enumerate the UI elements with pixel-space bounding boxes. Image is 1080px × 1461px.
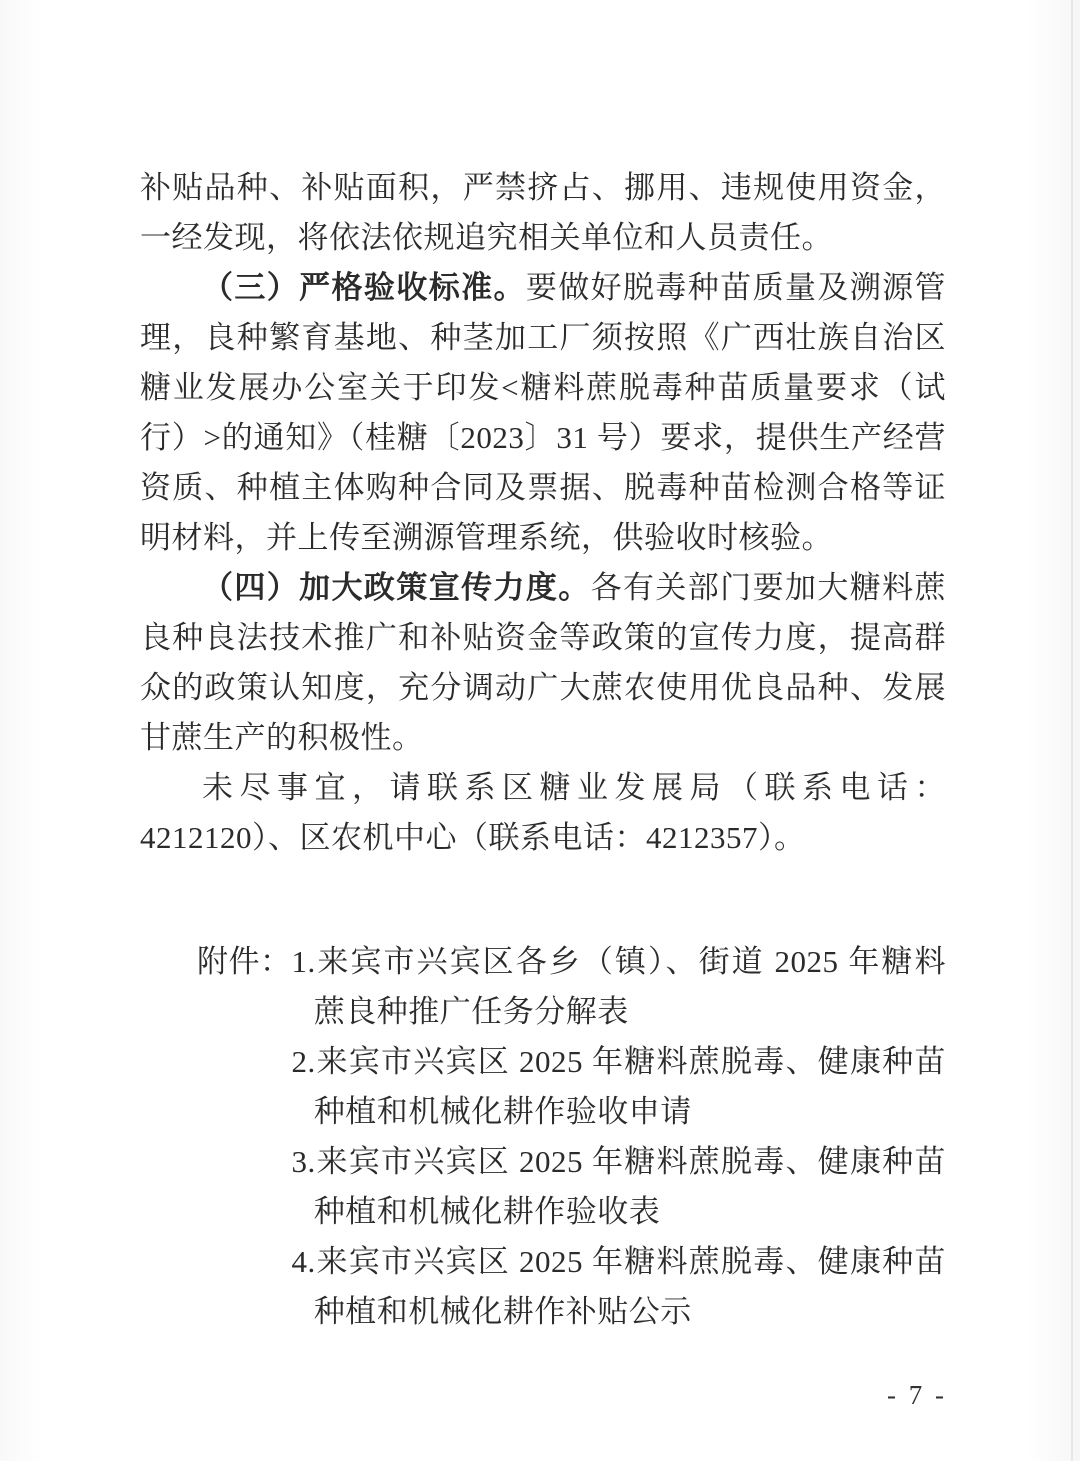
scan-edge-line [1071, 0, 1073, 1461]
paragraph-section-4 [140, 563, 946, 763]
section-4-body: 各有关部门要加大糖料蔗良种良法技术推广和补贴资金等政策的宣传力度，提高群众的政策认知度，充分调动广大蔗农使用优良品种、发展甘蔗生产的积极性。 [140, 570, 947, 755]
section-3-heading: （三）严格验收标准。 [202, 270, 526, 305]
section-4-heading: （四）加大政策宣传力度。 [202, 570, 591, 605]
attachment-item-4: 4.来宾市兴宾区 2025 年糖料蔗脱毒、健康种苗种植和机械化耕作补贴公示 [291, 1244, 946, 1329]
document-body [140, 163, 946, 1337]
paragraph-contact: 未尽事宜，请联系区糖业发展局（联系电话：4212120）、区农机中心（联系电话：4212357）。 [140, 770, 946, 855]
attachment-item-2: 2.来宾市兴宾区 2025 年糖料蔗脱毒、健康种苗种植和机械化耕作验收申请 [291, 1044, 946, 1129]
attachment-item-3: 3.来宾市兴宾区 2025 年糖料蔗脱毒、健康种苗种植和机械化耕作验收表 [291, 1144, 946, 1229]
section-3-body: 要做好脱毒种苗质量及溯源管理，良种繁育基地、种茎加工厂须按照《广西壮族自治区糖业发展办公室关于印发<糖料蔗脱毒种苗质量要求（试行）>的通知》（桂糖〔2023〕31 号）要求，提供生产经营资质、种植主体购种合同及票据、脱毒种苗检测合格等证明材料，并上传至溯源管理系统，供验收时核验。 [140, 270, 947, 555]
attachment-item-1: 1.来宾市兴宾区各乡（镇）、街道 2025 年糖料蔗良种推广任务分解表 [291, 944, 946, 1029]
attachments-block [197, 937, 946, 1337]
paragraph-continuation: 补贴品种、补贴面积，严禁挤占、挪用、违规使用资金，一经发现，将依法依规追究相关单位和人员责任。 [140, 170, 946, 255]
paragraph-section-3 [140, 263, 946, 563]
attachments-list [292, 937, 947, 1337]
page-number: - 7 - [887, 1380, 947, 1410]
attachments-label: 附件： [197, 944, 292, 979]
